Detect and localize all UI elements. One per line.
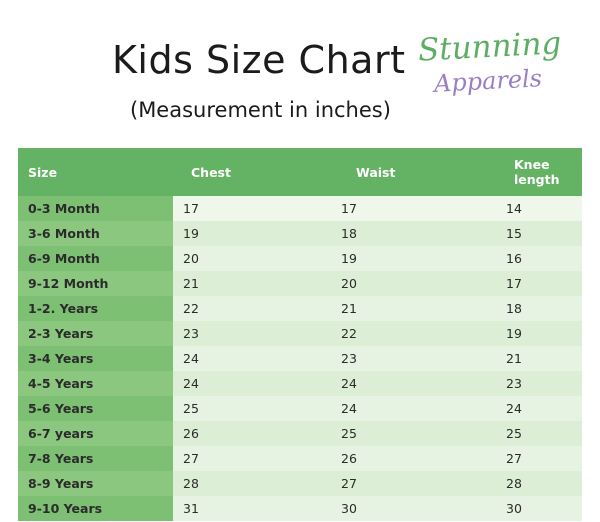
cell-knee-length: 18 [496,296,582,321]
table-header-row [18,148,582,196]
cell-knee-length: 15 [496,221,582,246]
brand-name-secondary: Apparels [433,64,543,98]
size-chart-table [18,148,582,521]
table-row [18,221,582,246]
cell-knee-length: 21 [496,346,582,371]
page-subtitle: (Measurement in inches) [130,98,391,122]
cell-waist: 17 [331,196,496,221]
cell-size: 9-12 Month [18,271,173,296]
table-row [18,271,582,296]
cell-waist: 24 [331,396,496,421]
chart-header [0,0,600,140]
cell-size: 6-9 Month [18,246,173,271]
cell-knee-length: 27 [496,446,582,471]
table-row [18,296,582,321]
cell-chest: 28 [173,471,331,496]
cell-chest: 25 [173,396,331,421]
table-body [18,196,582,521]
cell-waist: 23 [331,346,496,371]
cell-size: 4-5 Years [18,371,173,396]
table-row [18,396,582,421]
cell-chest: 26 [173,421,331,446]
table-row [18,446,582,471]
brand-logo [417,25,563,110]
cell-waist: 19 [331,246,496,271]
column-header-waist: Waist [331,148,496,196]
table-row [18,421,582,446]
cell-waist: 22 [331,321,496,346]
cell-size: 9-10 Years [18,496,173,521]
brand-name-primary: Stunning [417,25,563,69]
cell-chest: 19 [173,221,331,246]
cell-size: 5-6 Years [18,396,173,421]
cell-chest: 17 [173,196,331,221]
table-row [18,471,582,496]
column-header-knee-length: Knee length [496,148,582,196]
cell-knee-length: 19 [496,321,582,346]
cell-waist: 21 [331,296,496,321]
table-row [18,496,582,521]
column-header-chest: Chest [173,148,331,196]
page-title: Kids Size Chart [112,38,406,82]
cell-waist: 26 [331,446,496,471]
cell-waist: 20 [331,271,496,296]
cell-knee-length: 30 [496,496,582,521]
cell-waist: 18 [331,221,496,246]
cell-waist: 24 [331,371,496,396]
cell-chest: 27 [173,446,331,471]
column-header-size: Size [18,148,173,196]
size-table-wrapper [18,148,582,521]
cell-chest: 24 [173,346,331,371]
cell-chest: 23 [173,321,331,346]
cell-size: 7-8 Years [18,446,173,471]
cell-size: 3-4 Years [18,346,173,371]
cell-chest: 24 [173,371,331,396]
cell-knee-length: 17 [496,271,582,296]
cell-size: 8-9 Years [18,471,173,496]
table-row [18,246,582,271]
table-row [18,346,582,371]
cell-knee-length: 24 [496,396,582,421]
cell-size: 0-3 Month [18,196,173,221]
cell-knee-length: 25 [496,421,582,446]
cell-chest: 20 [173,246,331,271]
cell-knee-length: 23 [496,371,582,396]
table-row [18,321,582,346]
table-header [18,148,582,196]
cell-knee-length: 28 [496,471,582,496]
cell-chest: 21 [173,271,331,296]
cell-size: 6-7 years [18,421,173,446]
cell-chest: 22 [173,296,331,321]
cell-size: 2-3 Years [18,321,173,346]
cell-waist: 30 [331,496,496,521]
cell-size: 3-6 Month [18,221,173,246]
table-row [18,371,582,396]
cell-chest: 31 [173,496,331,521]
cell-waist: 25 [331,421,496,446]
cell-knee-length: 16 [496,246,582,271]
cell-knee-length: 14 [496,196,582,221]
cell-size: 1-2. Years [18,296,173,321]
table-row [18,196,582,221]
cell-waist: 27 [331,471,496,496]
